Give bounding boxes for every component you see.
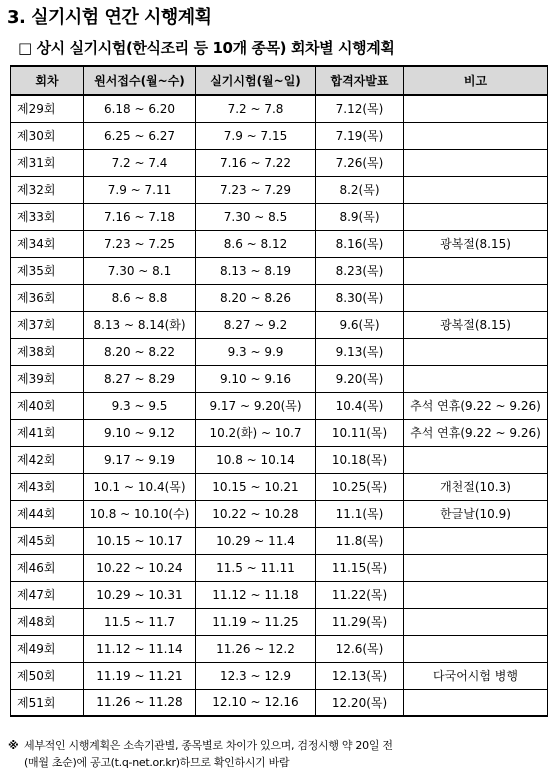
result-date-cell: 7.19(목) — [316, 122, 404, 149]
remarks-cell — [404, 689, 548, 716]
header-exam-period: 실기시험(월~일) — [196, 66, 316, 95]
table-row — [11, 662, 548, 689]
table-row — [11, 365, 548, 392]
footnote-text-2: (매월 초순)에 공고(t.q-net.or.kr)하므로 확인하시기 바람 — [24, 756, 290, 769]
round-cell: 제41회 — [11, 419, 84, 446]
remarks-cell — [404, 635, 548, 662]
application-period-cell: 11.12 ~ 11.14 — [84, 635, 196, 662]
round-cell: 제29회 — [11, 95, 84, 122]
remarks-cell — [404, 527, 548, 554]
round-cell: 제42회 — [11, 446, 84, 473]
table-row — [11, 149, 548, 176]
remarks-cell — [404, 284, 548, 311]
application-period-cell: 6.25 ~ 6.27 — [84, 122, 196, 149]
header-application-period: 원서접수(월~수) — [84, 66, 196, 95]
page-title: 3. 실기시험 연간 시행계획 — [7, 7, 212, 28]
application-period-cell: 7.30 ~ 8.1 — [84, 257, 196, 284]
application-period-cell: 9.3 ~ 9.5 — [84, 392, 196, 419]
round-cell: 제48회 — [11, 608, 84, 635]
result-date-cell: 11.22(목) — [316, 581, 404, 608]
result-date-cell: 8.23(목) — [316, 257, 404, 284]
result-date-cell: 7.12(목) — [316, 95, 404, 122]
round-cell: 제45회 — [11, 527, 84, 554]
round-cell: 제32회 — [11, 176, 84, 203]
table-row — [11, 446, 548, 473]
exam-period-cell: 8.6 ~ 8.12 — [196, 230, 316, 257]
exam-period-cell: 12.10 ~ 12.16 — [196, 689, 316, 716]
application-period-cell: 10.1 ~ 10.4(목) — [84, 473, 196, 500]
round-cell: 제39회 — [11, 365, 84, 392]
table-header-row — [11, 66, 548, 95]
exam-period-cell: 9.17 ~ 9.20(목) — [196, 392, 316, 419]
table-row — [11, 527, 548, 554]
result-date-cell: 10.18(목) — [316, 446, 404, 473]
result-date-cell: 11.1(목) — [316, 500, 404, 527]
result-date-cell: 10.4(목) — [316, 392, 404, 419]
application-period-cell: 9.10 ~ 9.12 — [84, 419, 196, 446]
application-period-cell: 7.2 ~ 7.4 — [84, 149, 196, 176]
table-row — [11, 581, 548, 608]
application-period-cell: 8.13 ~ 8.14(화) — [84, 311, 196, 338]
exam-period-cell: 11.19 ~ 11.25 — [196, 608, 316, 635]
table-row — [11, 554, 548, 581]
result-date-cell: 11.8(목) — [316, 527, 404, 554]
round-cell: 제49회 — [11, 635, 84, 662]
exam-period-cell: 12.3 ~ 12.9 — [196, 662, 316, 689]
application-period-cell: 7.23 ~ 7.25 — [84, 230, 196, 257]
exam-period-cell: 10.29 ~ 11.4 — [196, 527, 316, 554]
remarks-cell — [404, 176, 548, 203]
application-period-cell: 8.6 ~ 8.8 — [84, 284, 196, 311]
round-cell: 제31회 — [11, 149, 84, 176]
result-date-cell: 7.26(목) — [316, 149, 404, 176]
exam-period-cell: 9.3 ~ 9.9 — [196, 338, 316, 365]
exam-period-cell: 10.22 ~ 10.28 — [196, 500, 316, 527]
remarks-cell: 한글날(10.9) — [404, 500, 548, 527]
table-row — [11, 203, 548, 230]
section-subtitle: □ 상시 실기시험(한식조리 등 10개 종목) 회차별 시행계획 — [18, 39, 395, 57]
result-date-cell: 9.20(목) — [316, 365, 404, 392]
header-remarks: 비고 — [404, 66, 548, 95]
round-cell: 제40회 — [11, 392, 84, 419]
table-row — [11, 473, 548, 500]
remarks-cell — [404, 446, 548, 473]
remarks-cell: 추석 연휴(9.22 ~ 9.26) — [404, 392, 548, 419]
round-cell: 제34회 — [11, 230, 84, 257]
exam-period-cell: 7.23 ~ 7.29 — [196, 176, 316, 203]
remarks-cell: 다국어시험 병행 — [404, 662, 548, 689]
application-period-cell: 10.29 ~ 10.31 — [84, 581, 196, 608]
round-cell: 제35회 — [11, 257, 84, 284]
remarks-cell — [404, 95, 548, 122]
round-cell: 제36회 — [11, 284, 84, 311]
round-cell: 제33회 — [11, 203, 84, 230]
application-period-cell: 11.5 ~ 11.7 — [84, 608, 196, 635]
table-row — [11, 257, 548, 284]
remarks-cell — [404, 122, 548, 149]
table-row — [11, 392, 548, 419]
round-cell: 제46회 — [11, 554, 84, 581]
table-row — [11, 338, 548, 365]
result-date-cell: 12.6(목) — [316, 635, 404, 662]
result-date-cell: 9.6(목) — [316, 311, 404, 338]
table-row — [11, 635, 548, 662]
remarks-cell — [404, 338, 548, 365]
round-cell: 제37회 — [11, 311, 84, 338]
remarks-cell — [404, 257, 548, 284]
result-date-cell: 11.29(목) — [316, 608, 404, 635]
table-row — [11, 230, 548, 257]
round-cell: 제44회 — [11, 500, 84, 527]
application-period-cell: 7.9 ~ 7.11 — [84, 176, 196, 203]
result-date-cell: 8.9(목) — [316, 203, 404, 230]
result-date-cell: 11.15(목) — [316, 554, 404, 581]
exam-period-cell: 11.12 ~ 11.18 — [196, 581, 316, 608]
header-result-date: 합격자발표 — [316, 66, 404, 95]
exam-period-cell: 9.10 ~ 9.16 — [196, 365, 316, 392]
application-period-cell: 10.15 ~ 10.17 — [84, 527, 196, 554]
exam-period-cell: 10.15 ~ 10.21 — [196, 473, 316, 500]
round-cell: 제47회 — [11, 581, 84, 608]
table-row — [11, 284, 548, 311]
application-period-cell: 11.26 ~ 11.28 — [84, 689, 196, 716]
result-date-cell: 9.13(목) — [316, 338, 404, 365]
footnote — [8, 737, 550, 771]
result-date-cell: 8.16(목) — [316, 230, 404, 257]
application-period-cell: 10.22 ~ 10.24 — [84, 554, 196, 581]
remarks-cell — [404, 149, 548, 176]
table-row — [11, 689, 548, 716]
remarks-cell — [404, 365, 548, 392]
result-date-cell: 10.11(목) — [316, 419, 404, 446]
round-cell: 제50회 — [11, 662, 84, 689]
table-row — [11, 500, 548, 527]
header-round: 회차 — [11, 66, 84, 95]
exam-period-cell: 8.27 ~ 9.2 — [196, 311, 316, 338]
remarks-cell: 광복절(8.15) — [404, 311, 548, 338]
result-date-cell: 8.30(목) — [316, 284, 404, 311]
footnote-line-1 — [8, 737, 550, 754]
exam-period-cell: 7.2 ~ 7.8 — [196, 95, 316, 122]
result-date-cell: 12.20(목) — [316, 689, 404, 716]
round-cell: 제51회 — [11, 689, 84, 716]
remarks-cell: 추석 연휴(9.22 ~ 9.26) — [404, 419, 548, 446]
remarks-cell: 광복절(8.15) — [404, 230, 548, 257]
exam-period-cell: 10.8 ~ 10.14 — [196, 446, 316, 473]
application-period-cell: 8.27 ~ 8.29 — [84, 365, 196, 392]
footnote-text-1: 세부적인 시행계획은 소속기관별, 종목별로 차이가 있으며, 검정시행 약 20일 전 — [24, 739, 393, 752]
exam-period-cell: 7.9 ~ 7.15 — [196, 122, 316, 149]
table-row — [11, 176, 548, 203]
remarks-cell — [404, 554, 548, 581]
result-date-cell: 10.25(목) — [316, 473, 404, 500]
round-cell: 제43회 — [11, 473, 84, 500]
exam-period-cell: 7.16 ~ 7.22 — [196, 149, 316, 176]
application-period-cell: 6.18 ~ 6.20 — [84, 95, 196, 122]
result-date-cell: 8.2(목) — [316, 176, 404, 203]
remarks-cell — [404, 608, 548, 635]
table-row — [11, 419, 548, 446]
exam-period-cell: 10.2(화) ~ 10.7 — [196, 419, 316, 446]
round-cell: 제30회 — [11, 122, 84, 149]
table-row — [11, 311, 548, 338]
remarks-cell — [404, 581, 548, 608]
application-period-cell: 10.8 ~ 10.10(수) — [84, 500, 196, 527]
exam-period-cell: 11.26 ~ 12.2 — [196, 635, 316, 662]
table-body — [11, 95, 548, 716]
exam-period-cell: 8.13 ~ 8.19 — [196, 257, 316, 284]
application-period-cell: 7.16 ~ 7.18 — [84, 203, 196, 230]
table-row — [11, 122, 548, 149]
table-row — [11, 608, 548, 635]
application-period-cell: 9.17 ~ 9.19 — [84, 446, 196, 473]
exam-period-cell: 11.5 ~ 11.11 — [196, 554, 316, 581]
table-row — [11, 95, 548, 122]
exam-period-cell: 8.20 ~ 8.26 — [196, 284, 316, 311]
remarks-cell: 개천절(10.3) — [404, 473, 548, 500]
round-cell: 제38회 — [11, 338, 84, 365]
note-mark: ※ — [8, 739, 19, 752]
result-date-cell: 12.13(목) — [316, 662, 404, 689]
exam-period-cell: 7.30 ~ 8.5 — [196, 203, 316, 230]
application-period-cell: 11.19 ~ 11.21 — [84, 662, 196, 689]
schedule-table — [10, 65, 548, 717]
application-period-cell: 8.20 ~ 8.22 — [84, 338, 196, 365]
remarks-cell — [404, 203, 548, 230]
